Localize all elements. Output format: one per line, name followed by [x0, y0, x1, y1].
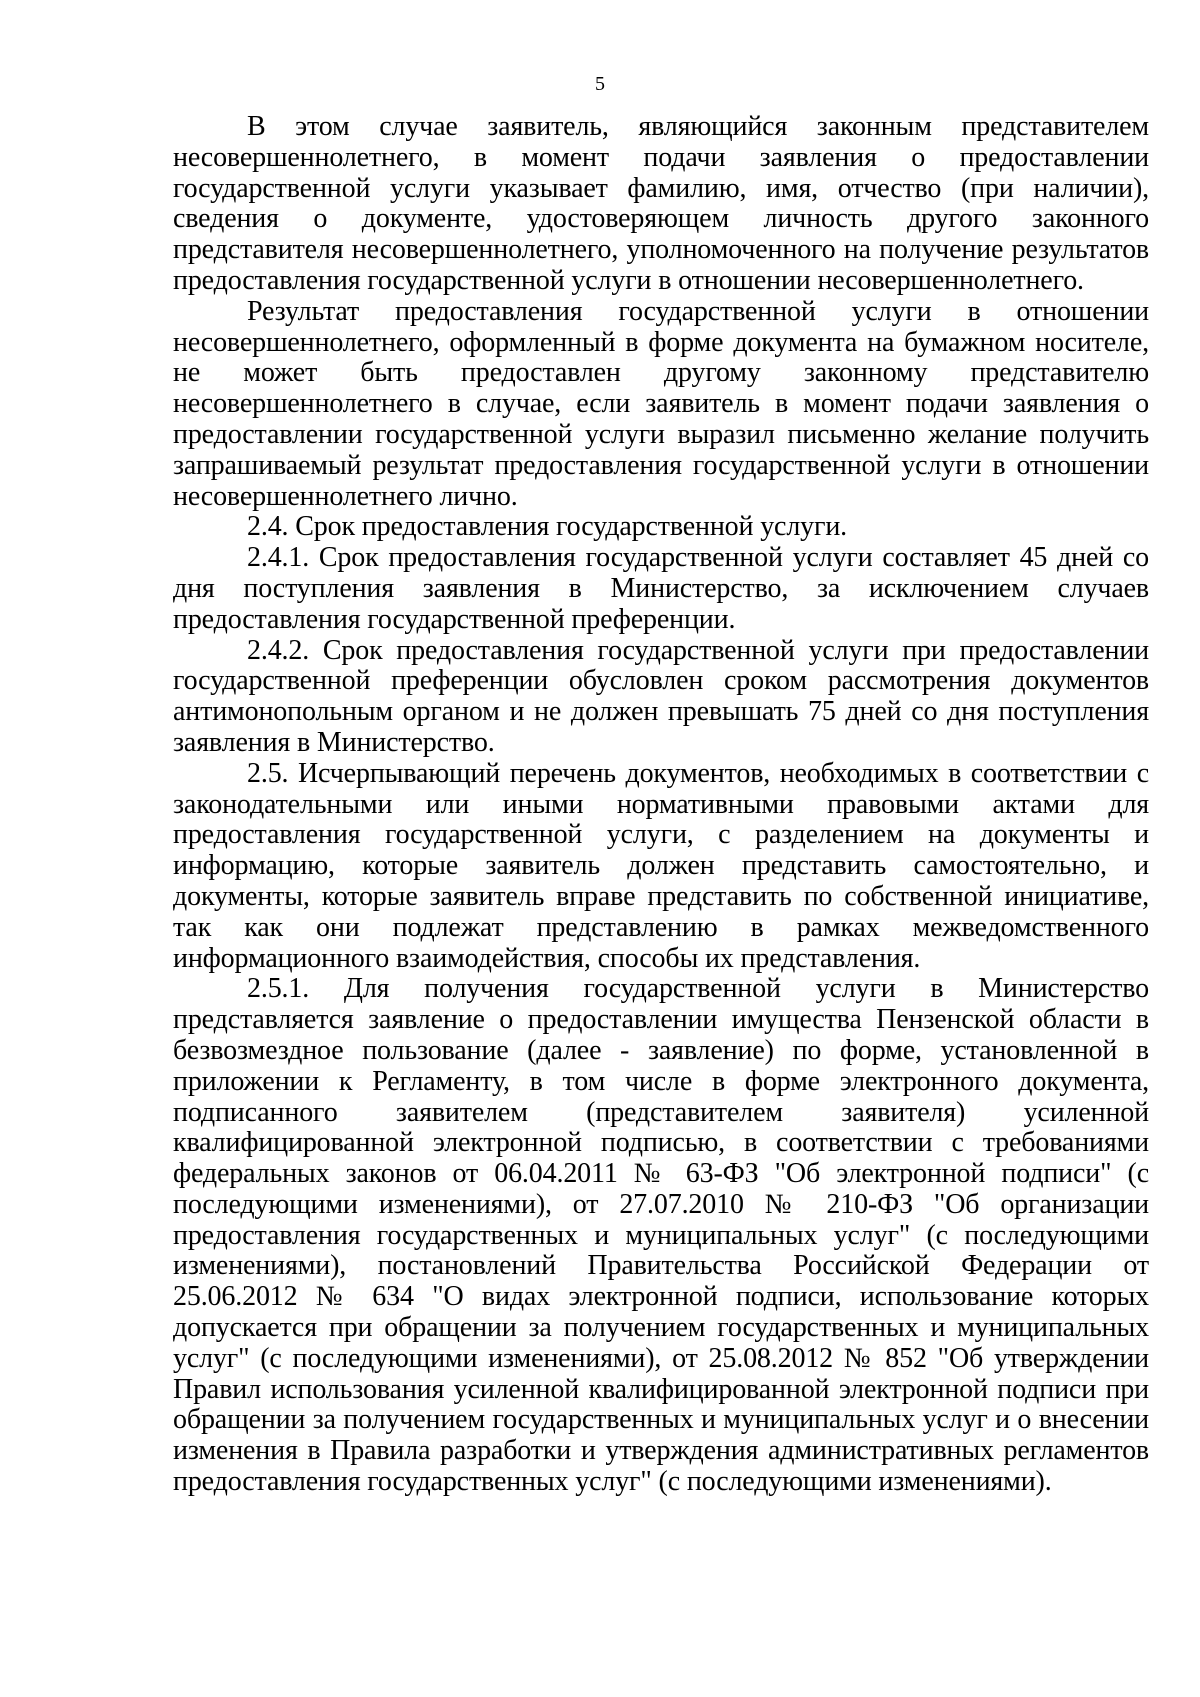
section-2-5-1: 2.5.1. Для получения государственной услуги в Министерство представляется заявление о предоставлении имущества Пензенской области в безвозмездное пользование (далее - заявление) по форме, установленной в приложении к Регламенту, в том числе в форме электронного документа, подписанного заявителем (представителем заявителя) усиленной квалифицированной электронной подписью, в соответствии с требованиями федеральных законов от 06.04.2011 № 63-ФЗ "Об электронной подписи" (с последующими изменениями), от 27.07.2010 № 210-ФЗ "Об организации предоставления государственных и муниципальных услуг" (с последующими изменениями), постановлений Правительства Российской Федерации от 25.06.2012 № 634 "О видах электронной подписи, использование которых допускается при обращении за получением государственных и муниципальных услуг" (с последующими изменениями), от 25.08.2012 № 852 "Об утверждении Правил использования усиленной квалифицированной электронной подписи при обращении за получением государственных и муниципальных услуг и о внесении изменения в Правила разработки и утверждения административных регламентов предоставления государственных услуг" (с последующими изменениями).: [173, 973, 1149, 1498]
section-2-4-2: 2.4.2. Срок предоставления государственной услуги при предоставлении государственной преференции обусловлен сроком рассмотрения документов антимонопольным органом и не должен превышать 75 дней со дня поступления заявления в Министерство.: [173, 634, 1149, 758]
paragraph-legal-representative: В этом случае заявитель, являющийся законным представителем несовершеннолетнего, в момент подачи заявления о предоставлении государственной услуги указывает фамилию, имя, отчество (при наличии), сведения о документе, удостоверяющем личность другого законного представителя несовершеннолетнего, уполномоченного на получение результатов предоставления государственной услуги в отношении несовершеннолетнего.: [173, 111, 1149, 296]
section-2-4-heading: 2.4. Срок предоставления государственной услуги.: [247, 511, 848, 543]
section-2-4-1: 2.4.1. Срок предоставления государственной услуги составляет 45 дней со дня поступления заявления в Министерство, за исключением случаев предоставления государственной преференции.: [173, 542, 1149, 635]
document-body: [173, 112, 1149, 1498]
page-number: 5: [595, 73, 605, 95]
section-2-5: 2.5. Исчерпывающий перечень документов, необходимых в соответствии с законодательными или иными нормативными правовыми актами для предоставления государственной услуги, с разделением на документы и информацию, которые заявитель должен представить самостоятельно, и документы, которые заявитель вправе представить по собственной инициативе, так как они подлежат представлению в рамках межведомственного информационного взаимодействия, способы их представления.: [173, 757, 1149, 974]
paragraph-result-restriction: Результат предоставления государственной услуги в отношении несовершеннолетнего, оформленный в форме документа на бумажном носителе, не может быть предоставлен другому законному представителю несовершеннолетнего в случае, если заявитель в момент подачи заявления о предоставлении государственной услуги выразил письменно желание получить запрашиваемый результат предоставления государственной услуги в отношении несовершеннолетнего лично.: [173, 295, 1149, 512]
